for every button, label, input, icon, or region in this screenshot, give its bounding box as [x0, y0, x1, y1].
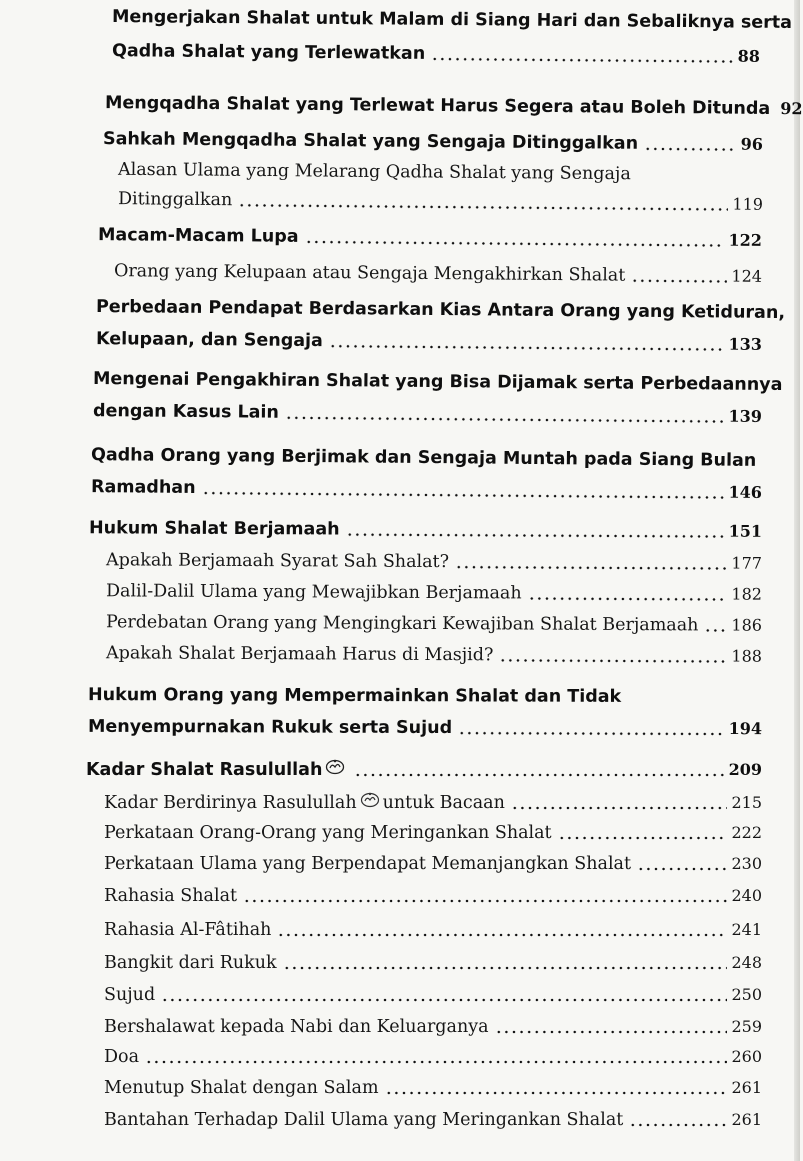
toc-page-number: 230	[731, 854, 762, 873]
toc-page-number: 259	[731, 1017, 762, 1036]
toc-leader-dots	[354, 772, 724, 778]
toc-entry-title-cont: Kelupaan, dan Sengaja	[95, 329, 323, 352]
salawat-calligraphy-icon	[360, 790, 380, 808]
toc-entry[interactable]	[112, 39, 760, 69]
toc-page-number: 240	[731, 886, 762, 905]
toc-page-number: 119	[732, 194, 764, 214]
toc-leader-dots	[238, 202, 728, 212]
toc-subentry-title: Orang yang Kelupaan atau Sengaja Mengakhirkan Shalat	[113, 261, 626, 286]
toc-leader-dots	[511, 805, 728, 811]
toc-page-number: 92	[780, 99, 803, 119]
toc-subentry[interactable]	[104, 1076, 762, 1100]
toc-entry-title: Sahkah Mengqadha Shalat yang Sengaja Ditinggalkan	[102, 129, 639, 154]
toc-entry-title-line	[96, 295, 785, 325]
toc-subentry-title: Apakah Berjamaah Syarat Sah Shalat?	[105, 550, 450, 573]
toc-page-number: 215	[731, 793, 762, 812]
toc-entry[interactable]	[88, 715, 762, 741]
toc-leader-dots	[499, 657, 727, 664]
toc-leader-dots	[285, 415, 725, 425]
toc-subentry[interactable]	[106, 548, 762, 575]
toc-leader-dots	[145, 1059, 727, 1065]
toc-page-number: 222	[731, 823, 762, 842]
toc-entry-title: Hukum Orang yang Mempermainkan Shalat dan Tidak	[87, 685, 622, 707]
toc-page-number: 96	[740, 134, 764, 154]
toc-entry[interactable]	[93, 399, 762, 429]
toc-leader-dots	[346, 532, 725, 540]
toc-entry[interactable]	[89, 516, 762, 544]
toc-entry[interactable]	[104, 91, 803, 121]
toc-page-number: 261	[731, 1110, 762, 1129]
toc-page-number: 194	[728, 719, 763, 739]
toc-subentry[interactable]	[104, 983, 762, 1007]
toc-subentry-title: Menutup Shalat dengan Salam	[104, 1078, 379, 1098]
toc-entry[interactable]	[98, 223, 762, 253]
toc-page-number: 146	[728, 482, 763, 502]
toc-subentry[interactable]	[104, 1015, 762, 1039]
toc-page-number: 186	[731, 615, 763, 635]
toc-page-number: 209	[728, 760, 762, 779]
toc-subentry[interactable]	[104, 790, 762, 815]
toc-page-number: 260	[731, 1047, 762, 1066]
toc-subentry-title-line	[118, 158, 631, 186]
toc-subentry[interactable]	[104, 1108, 762, 1132]
toc-leader-dots	[243, 898, 727, 904]
toc-page-number: 188	[731, 646, 763, 666]
toc-page-number: 241	[731, 920, 762, 939]
toc-subentry[interactable]	[104, 884, 762, 908]
toc-leader-dots	[385, 1090, 728, 1096]
toc-entry-title: Kadar Shalat Rasulullah	[86, 760, 323, 780]
toc-entry-title-line	[112, 5, 792, 35]
toc-subentry-title: Alasan Ulama yang Melarang Qadha Shalat yang Sengaja	[117, 159, 631, 185]
toc-leader-dots	[704, 627, 727, 633]
toc-subentry-title: Bantahan Terhadap Dalil Ulama yang Meringankan Shalat	[104, 1110, 624, 1130]
toc-page-number: 248	[731, 953, 762, 972]
toc-subentry-title: Rahasia Al-Fâtihah	[104, 920, 272, 940]
toc-leader-dots	[305, 239, 725, 249]
toc-entry-title: Mengqadha Shalat yang Terlewat Harus Segera atau Boleh Ditunda	[104, 93, 771, 119]
toc-page-number: 133	[728, 334, 763, 354]
toc-page-number: 177	[731, 553, 763, 573]
toc-page-number: 122	[728, 230, 763, 250]
toc-subentry[interactable]	[104, 821, 762, 845]
toc-entry-title-cont: Qadha Shalat yang Terlewatkan	[111, 41, 426, 64]
toc-subentry-title: Dalil-Dalil Ulama yang Mewajibkan Berjamaah	[105, 581, 522, 604]
toc-leader-dots	[629, 1122, 727, 1128]
toc-page-number: 261	[731, 1078, 762, 1097]
toc-subentry-title: Bangkit dari Rukuk	[104, 953, 277, 973]
toc-subentry[interactable]	[106, 610, 762, 637]
toc-entry-title: Mengenai Pengakhiran Shalat yang Bisa Dijamak serta Perbedaannya	[92, 368, 783, 396]
toc-page-number: 88	[737, 46, 761, 66]
toc-page-number: 139	[728, 406, 763, 426]
salawat-calligraphy-icon	[325, 757, 345, 775]
toc-leader-dots	[431, 56, 734, 65]
toc-leader-dots	[495, 1029, 728, 1035]
toc-subentry-title: Rahasia Shalat	[104, 886, 238, 906]
toc-entry[interactable]	[91, 475, 762, 505]
toc-subentry-title: Perdebatan Orang yang Mengingkari Kewajiban Shalat Berjamaah	[105, 612, 699, 636]
toc-leader-dots	[644, 146, 737, 153]
toc-leader-dots	[329, 343, 725, 352]
toc-entry-title-line	[88, 683, 621, 709]
toc-subentry-title: Kadar Berdirinya Rasulullah	[104, 793, 357, 813]
toc-subentry-title: Perkataan Ulama yang Berpendapat Memanjangkan Shalat	[104, 854, 632, 874]
toc-entry-title: Mengerjakan Shalat untuk Malam di Siang Hari dan Sebaliknya serta	[111, 7, 793, 33]
toc-entry-title-line	[93, 367, 783, 397]
toc-leader-dots	[161, 997, 727, 1003]
toc-page-number: 250	[731, 985, 762, 1004]
toc-page-number: 124	[731, 266, 763, 286]
toc-entry-title-cont: Menyempurnakan Rukuk serta Sujud	[87, 716, 453, 739]
toc-subentry[interactable]	[106, 641, 762, 668]
toc-entry-title-cont: dengan Kasus Lain	[92, 401, 280, 423]
toc-page-number: 151	[728, 521, 763, 541]
toc-subentry[interactable]	[118, 187, 763, 217]
toc-page-number: 182	[731, 584, 763, 604]
toc-leader-dots	[455, 564, 727, 571]
toc-subentry-title-cont: Ditinggalkan	[117, 189, 233, 211]
toc-leader-dots	[631, 278, 727, 285]
toc-subentry[interactable]	[106, 579, 762, 606]
toc-leader-dots	[458, 730, 724, 737]
toc-leader-dots	[637, 866, 727, 872]
toc-subentry[interactable]	[104, 1045, 762, 1069]
toc-leader-dots	[202, 490, 725, 501]
toc-entry[interactable]	[96, 327, 762, 357]
toc-entry[interactable]	[86, 757, 762, 782]
toc-subentry[interactable]	[104, 918, 762, 942]
toc-entry-title: Qadha Orang yang Berjimak dan Sengaja Muntah pada Siang Bulan	[90, 445, 757, 471]
toc-subentry-title-end: untuk Bacaan	[382, 793, 505, 813]
toc-subentry-title: Perkataan Orang-Orang yang Meringankan Shalat	[104, 823, 552, 843]
toc-subentry-title: Doa	[104, 1047, 139, 1067]
toc-entry-title-line	[91, 443, 756, 473]
toc-subentry-title: Bershalawat kepada Nabi dan Keluarganya	[104, 1017, 489, 1037]
toc-subentry-title: Sujud	[104, 985, 156, 1005]
toc-entry-title-cont: Ramadhan	[90, 477, 196, 498]
toc-entry-title: Perbedaan Pendapat Berdasarkan Kias Antara Orang yang Ketiduran,	[95, 296, 786, 324]
toc-subentry-title: Apakah Shalat Berjamaah Harus di Masjid?	[105, 643, 494, 666]
toc-entry-title: Hukum Shalat Berjamaah	[88, 518, 340, 540]
toc-subentry[interactable]	[114, 259, 762, 289]
toc-leader-dots	[558, 835, 728, 841]
toc-leader-dots	[283, 965, 728, 971]
toc-subentry[interactable]	[104, 951, 762, 975]
toc-entry-title: Macam-Macam Lupa	[97, 225, 299, 247]
toc-entry[interactable]	[103, 127, 763, 157]
toc-leader-dots	[277, 932, 727, 938]
toc-leader-dots	[528, 595, 728, 602]
toc-subentry[interactable]	[104, 852, 762, 876]
